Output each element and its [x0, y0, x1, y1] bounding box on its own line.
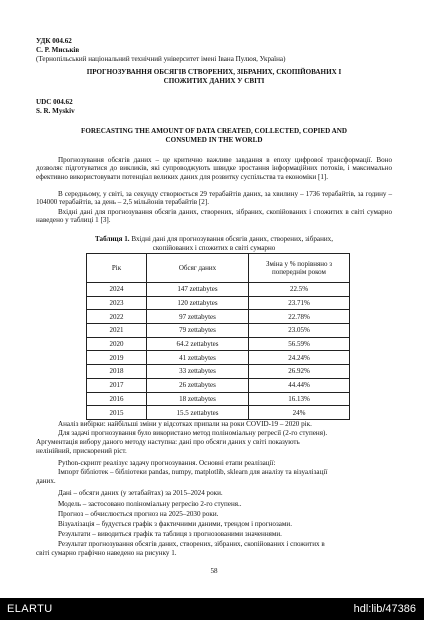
table-caption-line-1: [36, 235, 392, 243]
visualization-step-line: Візуалізація – будується графік з фактичними даними, трендом і прогнозами.: [58, 520, 292, 528]
cell-volume: 33 zettabytes: [147, 365, 249, 379]
data-step-line: Дані – обсяги даних (у зетабайтах) за 2015–2024 роки.: [58, 489, 223, 497]
table-row: [87, 392, 350, 406]
cell-year: 2019: [87, 351, 147, 365]
conclusion-line-2: світі сумарно графічно наведено на рисунку 1.: [36, 549, 177, 557]
en-author: S. R. Myskiv: [36, 107, 75, 115]
table-row: [87, 337, 350, 351]
en-title-line-1: FORECASTING THE AMOUNT OF DATA CREATED, COLLECTED, COPIED AND: [81, 127, 347, 135]
cell-volume: 120 zettabytes: [147, 296, 249, 310]
header-year: Рік: [87, 254, 147, 283]
handle-id: hdl:lib/47386: [353, 603, 416, 615]
method-line: Для задачі прогнозування було використано метод поліноміальну регресії (2-го ступеня).: [58, 429, 328, 437]
script-line: Python-скрипт реалізує задачу прогнозування. Основні етапи реалізації:: [58, 459, 276, 467]
cell-volume: 79 zettabytes: [147, 324, 249, 338]
cell-year: 2022: [87, 310, 147, 324]
cell-volume: 41 zettabytes: [147, 351, 249, 365]
cell-change: 24.24%: [249, 351, 350, 365]
cell-year: 2018: [87, 365, 147, 379]
cell-volume: 18 zettabytes: [147, 392, 249, 406]
cell-change: 44.44%: [249, 378, 350, 392]
model-step-line: Модель – застосовано поліноміальну регресію 2-го ступеня..: [58, 500, 242, 508]
cell-volume: 97 zettabytes: [147, 310, 249, 324]
table-caption-text: Вхідні дані для прогнозування обсягів даних, створених, зібраних,: [129, 235, 333, 243]
table-row: [87, 406, 350, 420]
cell-change: 16.13%: [249, 392, 350, 406]
table-row: [87, 351, 350, 365]
cell-year: 2016: [87, 392, 147, 406]
cell-change: 22.5%: [249, 283, 350, 297]
table-row: [87, 283, 350, 297]
cell-change: 56.59%: [249, 337, 350, 351]
table-row: [87, 296, 350, 310]
cell-volume: 15.5 zettabytes: [147, 406, 249, 420]
ua-affiliation: (Тернопільський національний технічний університет імені Івана Пулюя, Україна): [36, 55, 286, 63]
ua-udc: УДК 004.62: [36, 37, 72, 45]
paragraph-2: В середньому, у світі, за секунду створюється 29 терабайтів даних, за хвилину – 1736 терабайтів, за годину – 104000 терабайтів, за день – 2,5 мільйонів терабайтів [2].: [36, 190, 392, 207]
table-row: [87, 310, 350, 324]
paragraph-1: Прогнозування обсягів даних – це критично важливе завдання в епоху цифрової трансформації. Воно дозволяє підготуватися до викликів, які супроводжують швидке зростання інформаційних потоків, і максимально ефективно використовувати потенціал великих даних для розвитку суспільства та економіки [1].: [36, 156, 392, 181]
cell-year: 2017: [87, 378, 147, 392]
data-volume-table: [86, 253, 350, 420]
cell-change: 22.78%: [249, 310, 350, 324]
header-volume: Обсяг даних: [147, 254, 249, 283]
ua-title-line-2: СПОЖИТИХ ДАНИХ У СВІТІ: [163, 77, 265, 85]
argument-line-2: нелінійний, прискорений ріст.: [36, 447, 127, 455]
table-caption-label: Таблиця 1.: [95, 235, 130, 243]
cell-year: 2021: [87, 324, 147, 338]
header-change: Зміна у % порівняно з попереднім роком: [249, 254, 350, 283]
cell-volume: 147 zettabytes: [147, 283, 249, 297]
page-number: 58: [210, 567, 218, 575]
import-line-1: Імпорт бібліотек – бібліотеки pandas, numpy, matplotlib, sklearn для аналізу та візуалізації: [58, 468, 328, 476]
cell-year: 2023: [87, 296, 147, 310]
cell-change: 24%: [249, 406, 350, 420]
ua-author: С. Р. Миськів: [36, 46, 80, 54]
table-row: [87, 378, 350, 392]
en-udc: UDC 004.62: [36, 98, 73, 106]
table-row: [87, 324, 350, 338]
argument-line-1: Аргументація вибору даного методу наступна: дані про обсяги даних у світі показують: [36, 438, 300, 446]
en-title-line-2: CONSUMED IN THE WORLD: [165, 136, 263, 144]
repository-footer: [0, 598, 424, 620]
table-header-row: [87, 254, 350, 283]
conclusion-line-1: Результат прогнозування обсягів даних, створених, зібраних, скопійованих і спожитих в: [58, 540, 325, 548]
repository-name: ELARTU: [7, 603, 53, 615]
results-step-line: Результати – виводиться графік та таблиця з прогнозованими значеннями.: [58, 530, 282, 538]
cell-year: 2024: [87, 283, 147, 297]
cell-change: 23.71%: [249, 296, 350, 310]
table-row: [87, 365, 350, 379]
analysis-line: Аналіз вибірки: найбільші зміни у відсотках припали на роки COVID-19 – 2020 рік.: [58, 420, 312, 428]
cell-volume: 64.2 zettabytes: [147, 337, 249, 351]
ua-title-line-1: ПРОГНОЗУВАННЯ ОБСЯГІВ СТВОРЕНИХ, ЗІБРАНИХ, СКОПІЙОВАНИХ І: [86, 68, 342, 76]
import-line-2: даних.: [36, 477, 56, 485]
cell-volume: 26 zettabytes: [147, 378, 249, 392]
forecast-step-line: Прогноз – обчислюється прогноз на 2025–2030 роки.: [58, 510, 219, 518]
cell-year: 2020: [87, 337, 147, 351]
cell-year: 2015: [87, 406, 147, 420]
paragraph-3: Вхідні дані для прогнозування обсягів даних, створених, зібраних, скопійованих і спожитих в світі сумарно наведено у таблиці 1 [3].: [36, 208, 392, 225]
cell-change: 23.05%: [249, 324, 350, 338]
cell-change: 26.92%: [249, 365, 350, 379]
table-caption-line-2: скопійованих і спожитих в світі сумарно: [152, 244, 276, 252]
